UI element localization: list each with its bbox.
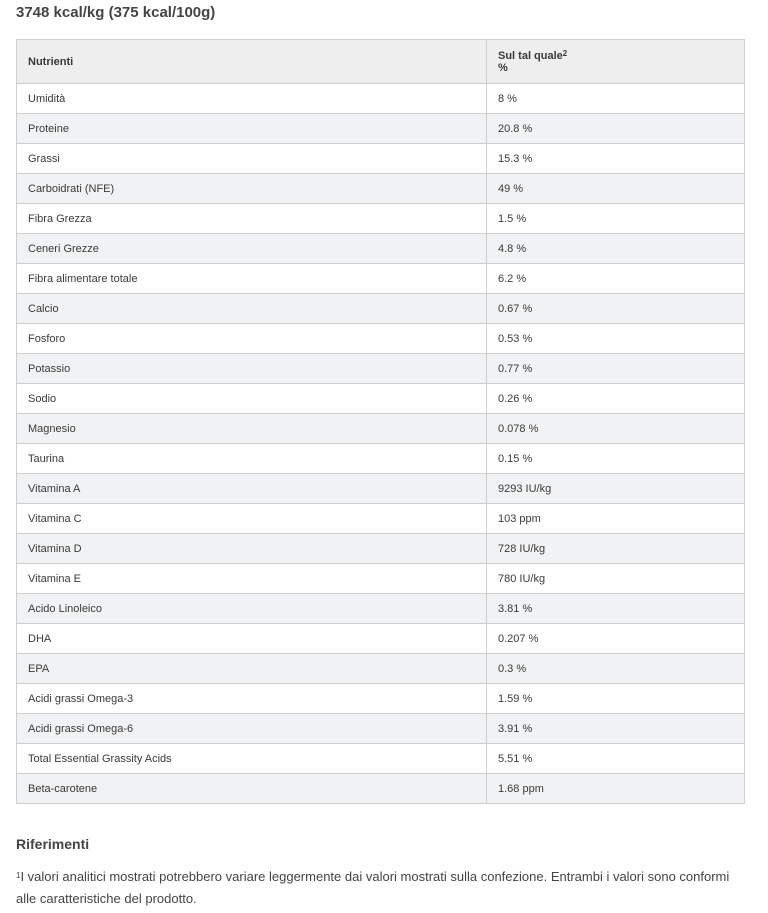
table-row xyxy=(17,234,745,264)
nutrient-value: 0.15 % xyxy=(487,444,745,474)
nutrient-name: Sodio xyxy=(17,384,487,414)
nutrient-value: 8 % xyxy=(487,84,745,114)
header-value-footnote: 2 xyxy=(562,48,568,58)
nutrient-value: 728 IU/kg xyxy=(487,534,745,564)
nutrient-value: 5.51 % xyxy=(487,744,745,774)
table-row xyxy=(17,684,745,714)
nutrient-value: 0.77 % xyxy=(487,354,745,384)
nutrient-name: EPA xyxy=(17,654,487,684)
nutrient-name: Vitamina C xyxy=(17,504,487,534)
table-row xyxy=(17,774,745,804)
references-note xyxy=(16,866,751,910)
nutrient-name: Total Essential Grassity Acids xyxy=(17,744,487,774)
references-note-text: I valori analitici mostrati potrebbero variare leggermente dai valori mostrati sulla confezione. Entrambi i valori sono conformi alle caratteristiche del prodotto. xyxy=(16,869,730,906)
header-value-unit: % xyxy=(498,61,508,74)
nutrient-name: DHA xyxy=(17,624,487,654)
nutrient-table xyxy=(16,39,745,804)
nutrient-value: 0.3 % xyxy=(487,654,745,684)
table-row xyxy=(17,444,745,474)
nutrient-name: Acido Linoleico xyxy=(17,594,487,624)
nutrient-value: 780 IU/kg xyxy=(487,564,745,594)
nutrient-value: 1.5 % xyxy=(487,204,745,234)
header-value xyxy=(487,40,745,84)
nutrient-value: 3.81 % xyxy=(487,594,745,624)
nutrient-name: Calcio xyxy=(17,294,487,324)
nutrient-value: 20.8 % xyxy=(487,114,745,144)
nutrient-name: Fibra alimentare totale xyxy=(17,264,487,294)
references-note-marker: 1 xyxy=(16,871,21,880)
references-heading: Riferimenti xyxy=(16,836,90,852)
table-row xyxy=(17,324,745,354)
table-row xyxy=(17,744,745,774)
table-row xyxy=(17,474,745,504)
table-row xyxy=(17,504,745,534)
table-row xyxy=(17,594,745,624)
table-row xyxy=(17,654,745,684)
nutrient-value: 4.8 % xyxy=(487,234,745,264)
nutrient-value: 15.3 % xyxy=(487,144,745,174)
nutrient-value: 0.26 % xyxy=(487,384,745,414)
nutrient-value: 6.2 % xyxy=(487,264,745,294)
nutrient-name: Carboidrati (NFE) xyxy=(17,174,487,204)
table-row xyxy=(17,354,745,384)
table-row xyxy=(17,114,745,144)
nutrient-value: 9293 IU/kg xyxy=(487,474,745,504)
nutrient-value: 0.078 % xyxy=(487,414,745,444)
table-row xyxy=(17,144,745,174)
nutrient-name: Taurina xyxy=(17,444,487,474)
nutrient-name: Beta-carotene xyxy=(17,774,487,804)
nutrient-name: Proteine xyxy=(17,114,487,144)
nutrient-name: Fosforo xyxy=(17,324,487,354)
header-nutrient: Nutrienti xyxy=(17,40,487,84)
nutrient-value: 0.67 % xyxy=(487,294,745,324)
nutrient-rows xyxy=(17,84,745,804)
table-row xyxy=(17,624,745,654)
nutrient-name: Vitamina A xyxy=(17,474,487,504)
nutrient-name: Acidi grassi Omega-3 xyxy=(17,684,487,714)
nutrient-name: Ceneri Grezze xyxy=(17,234,487,264)
table-row xyxy=(17,414,745,444)
nutrient-name: Vitamina D xyxy=(17,534,487,564)
nutrient-value: 3.91 % xyxy=(487,714,745,744)
table-row xyxy=(17,204,745,234)
nutrient-name: Magnesio xyxy=(17,414,487,444)
nutrient-value: 1.68 ppm xyxy=(487,774,745,804)
nutrient-value: 0.53 % xyxy=(487,324,745,354)
table-row xyxy=(17,294,745,324)
table-row xyxy=(17,714,745,744)
nutrient-value: 1.59 % xyxy=(487,684,745,714)
energy-value: 3748 kcal/kg (375 kcal/100g) xyxy=(16,4,216,21)
nutrient-value: 0.207 % xyxy=(487,624,745,654)
nutrient-name: Vitamina E xyxy=(17,564,487,594)
table-row xyxy=(17,534,745,564)
nutrient-name: Fibra Grezza xyxy=(17,204,487,234)
table-row xyxy=(17,564,745,594)
header-value-label: Sul tal quale xyxy=(498,49,563,62)
nutrient-name: Grassi xyxy=(17,144,487,174)
nutrient-name: Potassio xyxy=(17,354,487,384)
table-header-row xyxy=(17,40,745,84)
nutrient-value: 103 ppm xyxy=(487,504,745,534)
table-row xyxy=(17,174,745,204)
nutrient-name: Acidi grassi Omega-6 xyxy=(17,714,487,744)
table-row xyxy=(17,84,745,114)
nutrient-value: 49 % xyxy=(487,174,745,204)
table-row xyxy=(17,264,745,294)
nutrient-name: Umidità xyxy=(17,84,487,114)
table-row xyxy=(17,384,745,414)
